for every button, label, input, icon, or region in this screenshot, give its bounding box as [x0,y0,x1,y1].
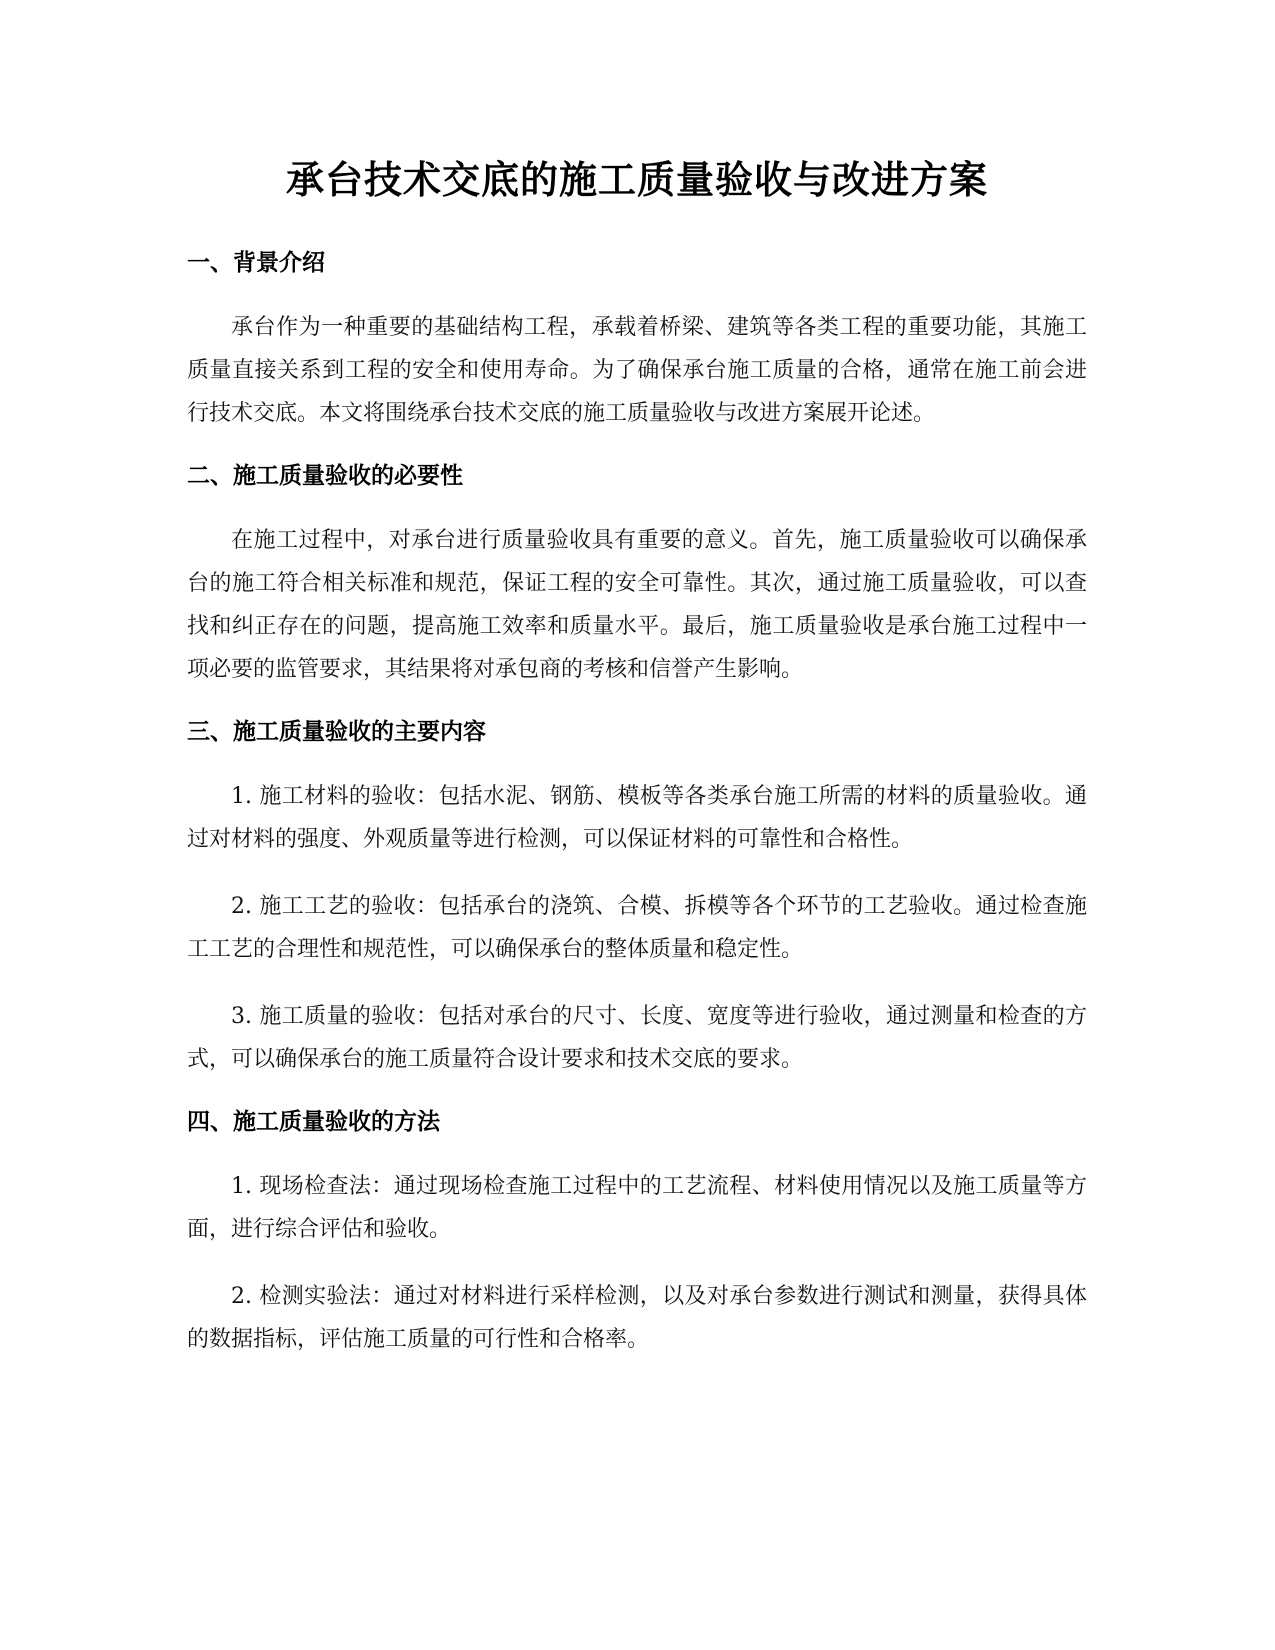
section-heading: 一、背景介绍 [187,250,325,276]
section-heading: 二、施工质量验收的必要性 [187,463,463,489]
section-heading: 三、施工质量验收的主要内容 [187,719,486,745]
list-item-paragraph: 3. 施工质量的验收：包括对承台的尺寸、长度、宽度等进行验收，通过测量和检查的方式，可以确保承台的施工质量符合设计要求和技术交底的要求。 [187,1004,1087,1072]
list-item-paragraph: 2. 施工工艺的验收：包括承台的浇筑、合模、拆模等各个环节的工艺验收。通过检查施工工艺的合理性和规范性，可以确保承台的整体质量和稳定性。 [187,894,1087,962]
list-item-paragraph: 2. 检测实验法：通过对材料进行采样检测，以及对承台参数进行测试和测量，获得具体的数据指标，评估施工质量的可行性和合格率。 [187,1284,1087,1352]
paragraph: 在施工过程中，对承台进行质量验收具有重要的意义。首先，施工质量验收可以确保承台的施工符合相关标准和规范，保证工程的安全可靠性。其次，通过施工质量验收，可以查找和纠正存在的问题，提高施工效率和质量水平。最后，施工质量验收是承台施工过程中一项必要的监管要求，其结果将对承包商的考核和信誉产生影响。 [187,528,1087,682]
section-methods [187,1105,1087,1361]
document-title: 承台技术交底的施工质量验收与改进方案 [285,158,988,202]
section-background [187,246,1087,435]
list-item-paragraph: 1. 现场检查法：通过现场检查施工过程中的工艺流程、材料使用情况以及施工质量等方面，进行综合评估和验收。 [187,1174,1087,1242]
section-heading: 四、施工质量验收的方法 [187,1109,440,1135]
paragraph: 承台作为一种重要的基础结构工程，承载着桥梁、建筑等各类工程的重要功能，其施工质量直接关系到工程的安全和使用寿命。为了确保承台施工质量的合格，通常在施工前会进行技术交底。本文将围绕承台技术交底的施工质量验收与改进方案展开论述。 [187,315,1087,426]
section-main-content [187,715,1087,1081]
document-body [187,148,1087,1385]
list-item-paragraph: 1. 施工材料的验收：包括水泥、钢筋、模板等各类承台施工所需的材料的质量验收。通过对材料的强度、外观质量等进行检测，可以保证材料的可靠性和合格性。 [187,784,1087,852]
section-necessity [187,459,1087,691]
